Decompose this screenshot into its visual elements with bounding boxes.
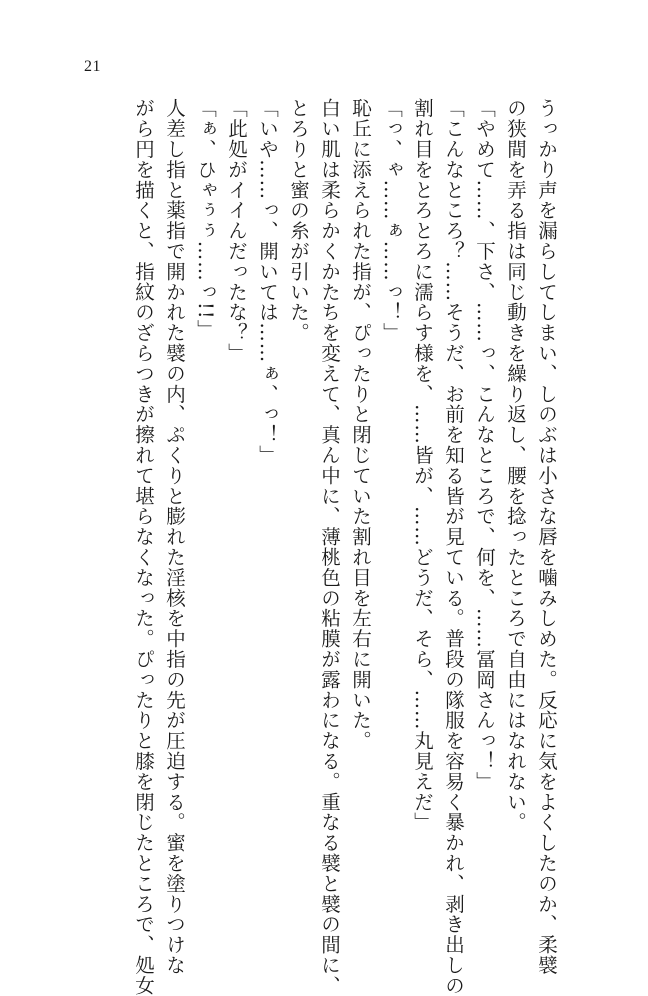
text-line: 「やめて……、下さ、……っ、こんなところで、何を、……冨岡さんっ！」 — [473, 98, 496, 792]
text-line: うっかり声を漏らしてしまい、しのぶは小さな唇を噛みしめた。反応に気をよくしたのか、柔襞 — [535, 98, 558, 976]
text-line: がら円を描くと、指紋のざらつきが擦れて堪らなくなった。ぴったりと膝を閉じたところで、処女 — [132, 98, 155, 996]
text-line: 恥丘に添えられた指が、ぴったりと閉じていた割れ目を左右に開いた。 — [349, 98, 372, 751]
text-line: 「っ、ゃ……ぁ……っ！」 — [380, 98, 403, 343]
text-line: 白い肌は柔らかくかたちを変えて、真ん中に、薄桃色の粘膜が露わになる。重なる襞と襞の間に、 — [318, 98, 341, 996]
page-number: 21 — [84, 58, 101, 75]
text-line: の狭間を弄る指は同じ動きを繰り返し、腰を捻ったところで自由にはなれない。 — [504, 98, 527, 833]
text-line: 「いや……っ、開いては……ぁ、っ！」 — [256, 98, 279, 466]
text-line: 「こんなところ？……そうだ、お前を知る皆が見ている。普段の隊服を容易く暴かれ、剥き出しの — [442, 98, 465, 996]
text-line: 人差し指と薬指で開かれた襞の内、ぷくりと膨れた淫核を中指の先が圧迫する。蜜を塗りつけな — [163, 98, 186, 976]
text-line: とろりと蜜の糸が引いた。 — [287, 98, 310, 343]
text-line: 「ぁ、ひゃぅぅ……っ!!」 — [194, 98, 217, 340]
text-line: 「此処がイイんだったな？」 — [225, 98, 248, 364]
text-line: 割れ目をとろとろに濡らす様を、……皆が、……どうだ、そら、……丸見えだ」 — [411, 98, 434, 833]
body-text — [82, 98, 562, 996]
